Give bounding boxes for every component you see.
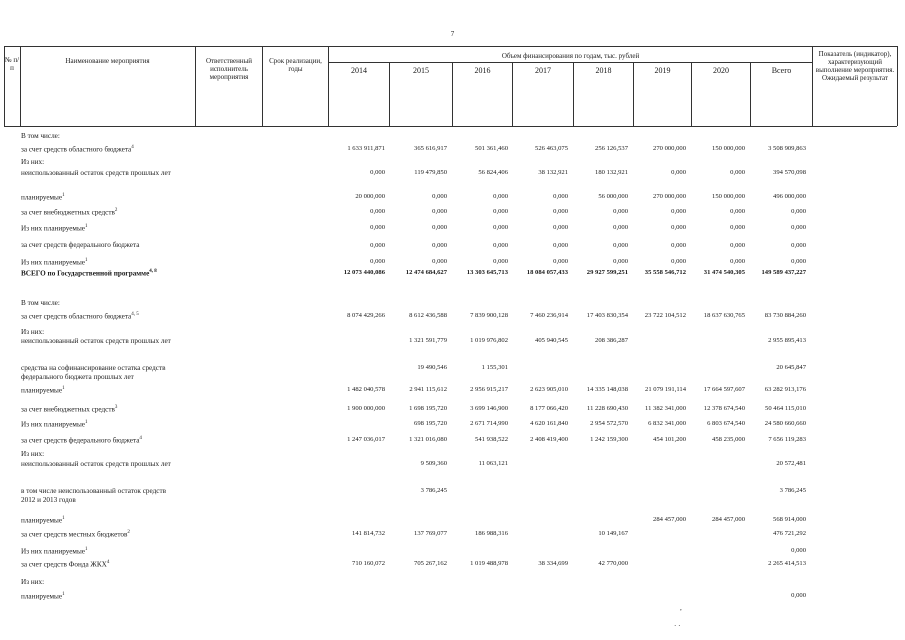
row-label-text: средства на софинансирование остатка средств федерального бюджета прошлых лет (21, 364, 166, 381)
table-cell-value: 9 509,360 (420, 460, 447, 467)
table-cell-value: 150 000,000 (712, 145, 745, 152)
table-cell-value: 698 195,720 (414, 420, 447, 427)
table-cell-value: 35 558 546,712 (644, 269, 686, 276)
table-cell-value: 11 063,121 (478, 460, 508, 467)
row-label (21, 158, 171, 167)
table-cell-value: 0,000 (432, 258, 447, 265)
table-cell-value: 13 303 645,713 (466, 269, 508, 276)
table-cell-value: 12 378 674,540 (703, 405, 745, 412)
scan-mark: , (680, 604, 682, 612)
row-label-text: планируемые (21, 592, 63, 601)
table-cell-value: 137 769,077 (414, 530, 447, 537)
table-cell-value: 2 955 895,413 (768, 337, 806, 344)
col-period-header: Срок реализации, годы (269, 57, 322, 73)
table-cell-value: 0,000 (553, 224, 568, 231)
col-funding-header: Объем финансирования по годам, тыс. рублей (501, 52, 640, 60)
table-cell-value: 24 580 660,660 (764, 420, 806, 427)
row-label (21, 207, 171, 217)
table-cell-value: 1 900 000,000 (347, 405, 385, 412)
table-cell-value: 0,000 (493, 208, 508, 215)
table-cell-value: 21 079 191,114 (645, 386, 686, 393)
table-cell-value: 0,000 (791, 592, 806, 599)
table-cell-value: 1 698 195,720 (409, 405, 447, 412)
row-label-text: в том числе неиспользованный остаток средств 2012 и 2013 годов (21, 487, 166, 504)
table-cell-value: 8 612 436,588 (409, 312, 447, 319)
table-cell-value: 0,000 (613, 258, 628, 265)
table-cell-value: 6 832 341,000 (648, 420, 686, 427)
year-header: 2014 (351, 66, 367, 75)
row-label (21, 144, 171, 154)
table-cell-value: 7 460 236,914 (530, 312, 568, 319)
row-label (21, 169, 171, 178)
row-label (21, 515, 171, 525)
row-label-text: ВСЕГО по Государственной программе (21, 269, 150, 278)
row-label (21, 435, 171, 445)
table-cell-value: 0,000 (791, 242, 806, 249)
row-label-text: Из них планируемые (21, 420, 85, 429)
table-cell-value: 2 941 115,612 (409, 386, 447, 393)
row-label (21, 487, 171, 504)
row-label (21, 559, 171, 569)
table-cell-value: 501 361,460 (475, 145, 508, 152)
table-cell-value: 17 664 597,607 (703, 386, 745, 393)
row-label-text: за счет внебюджетных средств (21, 208, 115, 217)
row-label-text: за счет средств областного бюджета (21, 145, 132, 154)
footnote-mark: 1 (84, 258, 88, 263)
row-label-text: Из них: (21, 328, 45, 336)
table-cell-value: 1 633 911,871 (347, 145, 385, 152)
table-cell-value: 0,000 (671, 169, 686, 176)
row-label-text: В том числе: (21, 299, 60, 307)
table-cell-value: 0,000 (730, 224, 745, 231)
row-label (21, 529, 171, 539)
table-cell-value: 1 247 036,017 (347, 436, 385, 443)
col-number-header: № п/п (4, 56, 20, 72)
table-cell-value: 0,000 (432, 193, 447, 200)
row-label (21, 132, 171, 141)
footnote-mark: 4 (106, 560, 110, 565)
table-cell-value: 0,000 (432, 208, 447, 215)
row-label (21, 223, 171, 233)
row-label-text: Из них планируемые (21, 258, 85, 267)
row-label-text: В том числе: (21, 132, 60, 140)
table-cell-value: 0,000 (370, 208, 385, 215)
table-cell-value: 180 132,921 (595, 169, 628, 176)
table-cell-value: 208 386,287 (595, 337, 628, 344)
table-cell-value: 0,000 (370, 224, 385, 231)
row-label (21, 268, 171, 278)
table-cell-value: 3 786,245 (779, 487, 806, 494)
footnote-mark: 1 (84, 547, 88, 552)
table-cell-value: 7 656 119,283 (768, 436, 806, 443)
table-cell-value: 38 132,921 (538, 169, 568, 176)
row-label-text: неиспользованный остаток средств прошлых лет (21, 337, 171, 345)
table-cell-value: 186 988,316 (475, 530, 508, 537)
col-responsible-header: Ответственный исполнитель мероприятия (205, 57, 253, 81)
row-label-text: за счет средств Фонда ЖКХ (21, 560, 107, 569)
table-cell-value: 0,000 (553, 193, 568, 200)
footnote-mark: 4, 8 (149, 269, 157, 274)
table-cell-value: 1 019 976,802 (470, 337, 508, 344)
table-cell-value: 0,000 (493, 224, 508, 231)
table-cell-value: 0,000 (613, 208, 628, 215)
col-name-header: Наименование мероприятия (65, 57, 150, 65)
table-cell-value: 454 101,200 (653, 436, 686, 443)
table-cell-value: 0,000 (730, 208, 745, 215)
table-cell-value: 0,000 (671, 224, 686, 231)
table-cell-value: 63 282 913,176 (764, 386, 806, 393)
table-cell-value: 1 019 488,978 (470, 560, 508, 567)
table-cell-value: 1 321 016,080 (409, 436, 447, 443)
table-cell-value: 0,000 (730, 242, 745, 249)
table-cell-value: 405 940,545 (535, 337, 568, 344)
table-cell-value: 31 474 540,305 (703, 269, 745, 276)
year-header: 2019 (654, 66, 671, 75)
table-cell-value: 83 730 884,260 (764, 312, 806, 319)
row-label (21, 311, 171, 321)
table-cell-value: 23 722 104,512 (644, 312, 686, 319)
table-cell-value: 1 155,301 (481, 364, 508, 371)
row-label (21, 337, 171, 346)
table-cell-value: 705 267,162 (414, 560, 447, 567)
table-cell-value: 0,000 (370, 169, 385, 176)
table-cell-value: 0,000 (553, 242, 568, 249)
footnote-mark: 1 (84, 224, 88, 229)
table-cell-value: 0,000 (791, 258, 806, 265)
row-label-text: Из них планируемые (21, 547, 85, 556)
table-cell-value: 0,000 (493, 258, 508, 265)
table-cell-value: 7 839 900,128 (470, 312, 508, 319)
footnote-mark: 4, 5 (131, 312, 139, 317)
table-cell-value: 496 000,000 (773, 193, 806, 200)
table-cell-value: 8 177 066,420 (530, 405, 568, 412)
table-cell-value: 2 623 905,010 (530, 386, 568, 393)
row-label (21, 364, 171, 381)
table-cell-value: 0,000 (432, 242, 447, 249)
table-cell-value: 149 589 437,227 (761, 269, 806, 276)
table-cell-value: 50 464 115,010 (765, 405, 806, 412)
row-label-text: за счет средств федерального бюджета (21, 436, 140, 445)
table-cell-value: 14 335 148,038 (586, 386, 628, 393)
table-cell-value: 0,000 (791, 208, 806, 215)
table-cell-value: 3 508 909,863 (768, 145, 806, 152)
table-cell-value: 17 403 830,354 (586, 312, 628, 319)
row-label (21, 419, 171, 429)
table-cell-value: 4 620 161,840 (530, 420, 568, 427)
row-label (21, 591, 171, 601)
table-cell-value: 270 000,000 (653, 145, 686, 152)
table-cell-value: 365 616,917 (414, 145, 447, 152)
table-cell-value: 0,000 (791, 224, 806, 231)
row-label-text: Из них планируемые (21, 224, 85, 233)
col-indicator-header: Показатель (индикатор), характеризующий выполнение мероприятия. Ожидаемый результат (815, 50, 895, 82)
table-cell-value: 3 699 146,900 (470, 405, 508, 412)
row-label (21, 241, 171, 250)
table-cell-value: 0,000 (671, 258, 686, 265)
table-cell-value: 18 637 630,765 (703, 312, 745, 319)
table-cell-value: 2 265 414,513 (768, 560, 806, 567)
table-cell-value: 2 408 419,400 (530, 436, 568, 443)
table-cell-value: 6 803 674,540 (707, 420, 745, 427)
row-label (21, 450, 171, 459)
table-cell-value: 3 786,245 (420, 487, 447, 494)
table-cell-value: 458 235,000 (712, 436, 745, 443)
table-cell-value: 2 954 572,570 (590, 420, 628, 427)
row-label-text: за счет средств местных бюджетов (21, 530, 128, 539)
row-label (21, 404, 171, 414)
footnote-mark: 4 (139, 436, 142, 441)
row-label (21, 328, 171, 337)
year-header: 2017 (535, 66, 551, 75)
scan-mark: · · (674, 622, 681, 630)
row-label (21, 192, 171, 202)
table-cell-value: 18 084 057,433 (526, 269, 568, 276)
table-cell-value: 0,000 (730, 258, 745, 265)
table-cell-value: 20 572,481 (776, 460, 806, 467)
table-cell-value: 541 938,522 (475, 436, 508, 443)
row-label (21, 257, 171, 267)
table-cell-value: 0,000 (370, 242, 385, 249)
table-cell-value: 8 074 429,266 (347, 312, 385, 319)
table-cell-value: 1 482 040,578 (347, 386, 385, 393)
table-cell-value: 20 645,847 (776, 364, 806, 371)
table-cell-value: 2 671 714,990 (470, 420, 508, 427)
row-label-text: за счет внебюджетных средств (21, 405, 115, 414)
table-cell-value: 119 479,850 (414, 169, 447, 176)
table-cell-value: 0,000 (553, 208, 568, 215)
table-cell-value: 150 000,000 (712, 193, 745, 200)
footnote-mark: 1 (62, 516, 65, 521)
table-cell-value: 1 242 159,300 (590, 436, 628, 443)
table-cell-value: 568 914,000 (773, 516, 806, 523)
table-cell-value: 11 382 341,000 (645, 405, 686, 412)
table-cell-value: 19 490,546 (417, 364, 447, 371)
table-cell-value: 0,000 (671, 242, 686, 249)
footnote-mark: 3 (114, 405, 118, 410)
table-cell-value: 12 073 440,086 (343, 269, 385, 276)
row-label-text: Из них: (21, 450, 45, 458)
year-header: Всего (771, 66, 792, 75)
table-cell-value: 0,000 (493, 242, 508, 249)
table-cell-value: 29 927 599,251 (586, 269, 628, 276)
table-cell-value: 0,000 (671, 208, 686, 215)
row-label-text: неиспользованный остаток средств прошлых лет (21, 460, 171, 468)
table-cell-value: 284 457,000 (653, 516, 686, 523)
footnote-mark: 1 (84, 420, 88, 425)
row-label-text: Из них: (21, 578, 45, 586)
table-cell-value: 1 321 591,779 (409, 337, 447, 344)
row-label-text: планируемые (21, 193, 63, 202)
table-cell-value: 710 160,072 (352, 560, 385, 567)
year-header: 2020 (713, 66, 729, 75)
table-cell-value: 10 149,167 (598, 530, 628, 537)
table-cell-value: 476 721,292 (773, 530, 806, 537)
row-label-text: за счет средств федерального бюджета (21, 241, 140, 249)
table-cell-value: 256 126,537 (595, 145, 628, 152)
footnote-mark: 4 (131, 145, 134, 150)
table-cell-value: 526 463,075 (535, 145, 568, 152)
year-header: 2018 (595, 66, 612, 75)
row-label-text: планируемые (21, 516, 63, 525)
row-label-text: за счет средств областного бюджета (21, 312, 132, 321)
footnote-mark: 2 (114, 208, 118, 213)
table-cell-value: 2 956 915,217 (470, 386, 508, 393)
row-label (21, 546, 171, 556)
footnote-mark: 1 (62, 193, 65, 198)
footnote-mark: 1 (62, 386, 65, 391)
table-cell-value: 0,000 (613, 242, 628, 249)
year-header: 2016 (474, 66, 491, 75)
table-cell-value: 0,000 (553, 258, 568, 265)
year-header: 2015 (413, 66, 429, 75)
table-cell-value: 0,000 (730, 169, 745, 176)
table-cell-value: 0,000 (791, 547, 806, 554)
table-cell-value: 11 228 690,430 (587, 405, 628, 412)
page-number: 7 (450, 30, 455, 38)
row-label (21, 578, 171, 587)
table-cell-value: 0,000 (432, 224, 447, 231)
footnote-mark: 1 (62, 592, 65, 597)
row-label (21, 460, 171, 469)
table-cell-value: 56 000,000 (598, 193, 628, 200)
table-cell-value: 42 770,000 (598, 560, 628, 567)
table-cell-value: 141 814,732 (352, 530, 385, 537)
table-cell-value: 0,000 (493, 193, 508, 200)
table-cell-value: 0,000 (613, 224, 628, 231)
table-cell-value: 394 570,098 (773, 169, 806, 176)
row-label-text: неиспользованный остаток средств прошлых лет (21, 169, 171, 177)
table-cell-value: 20 000,000 (355, 193, 385, 200)
table-cell-value: 284 457,000 (712, 516, 745, 523)
row-label (21, 299, 171, 308)
row-label-text: Из них: (21, 158, 45, 166)
table-cell-value: 56 824,406 (478, 169, 508, 176)
footnote-mark: 2 (127, 530, 130, 535)
table-cell-value: 270 000,000 (653, 193, 686, 200)
row-label-text: планируемые (21, 386, 63, 395)
table-cell-value: 38 334,699 (538, 560, 568, 567)
table-cell-value: 12 474 684,627 (405, 269, 447, 276)
table-cell-value: 0,000 (370, 258, 385, 265)
row-label (21, 385, 171, 395)
